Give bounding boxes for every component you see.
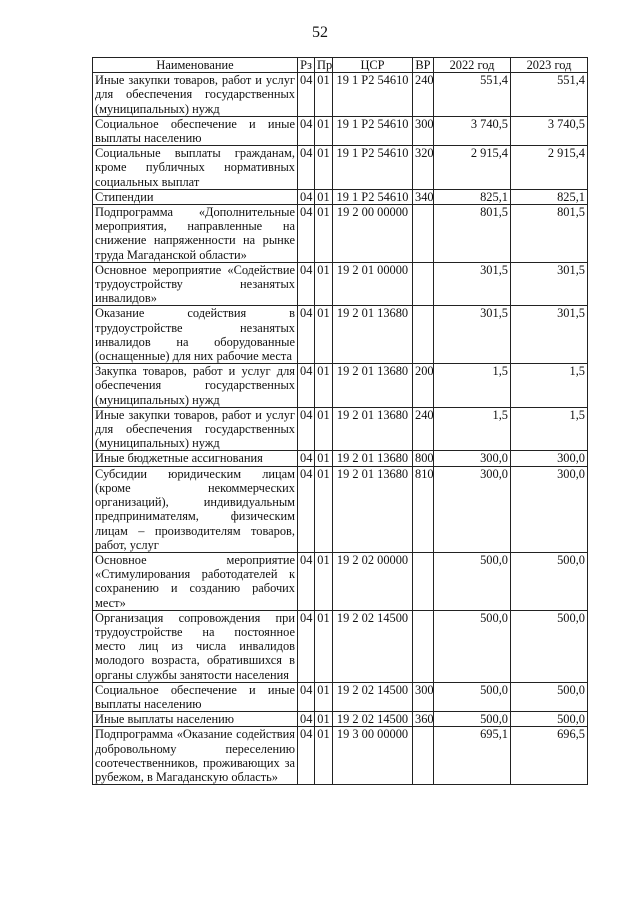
row-2022: 301,5 (434, 306, 511, 364)
row-vr (413, 306, 434, 364)
header-csr: ЦСР (333, 58, 413, 73)
row-csr: 19 2 02 14500 (333, 712, 413, 727)
row-vr: 240 (413, 73, 434, 117)
row-rz: 04 (298, 364, 315, 408)
row-csr: 19 1 P2 54610 (333, 146, 413, 190)
table-row (93, 712, 588, 727)
row-rz: 04 (298, 451, 315, 466)
row-2022: 801,5 (434, 205, 511, 263)
row-rz: 04 (298, 205, 315, 263)
row-name: Организация сопровождения при трудоустройстве на постоянное место лиц из числа инвалидов молодого возраста, обратившихся в органы службы занятости населения (93, 610, 298, 682)
row-2023: 301,5 (511, 306, 588, 364)
row-2022: 500,0 (434, 712, 511, 727)
table-row (93, 189, 588, 204)
row-pr: 01 (315, 451, 333, 466)
table-row (93, 262, 588, 306)
budget-table (92, 57, 588, 785)
row-rz: 04 (298, 407, 315, 451)
row-pr: 01 (315, 116, 333, 145)
row-csr: 19 2 02 14500 (333, 610, 413, 682)
row-vr: 320 (413, 146, 434, 190)
row-2023: 500,0 (511, 712, 588, 727)
row-csr: 19 3 00 00000 (333, 727, 413, 785)
row-vr: 240 (413, 407, 434, 451)
row-pr: 01 (315, 610, 333, 682)
row-2023: 3 740,5 (511, 116, 588, 145)
row-vr: 810 (413, 466, 434, 552)
row-2023: 801,5 (511, 205, 588, 263)
row-name: Основное мероприятие «Содействие трудоустройству незанятых инвалидов» (93, 262, 298, 306)
row-rz: 04 (298, 262, 315, 306)
row-vr (413, 610, 434, 682)
row-rz: 04 (298, 466, 315, 552)
row-2023: 696,5 (511, 727, 588, 785)
row-name: Основное мероприятие «Стимулирования работодателей к сохранению и созданию рабочих мест» (93, 552, 298, 610)
row-name: Подпрограмма «Оказание содействия добровольному переселению соотечественников, проживающих за рубежом, в Магаданскую область» (93, 727, 298, 785)
row-2023: 300,0 (511, 451, 588, 466)
row-2023: 1,5 (511, 407, 588, 451)
table-row (93, 146, 588, 190)
row-vr: 200 (413, 364, 434, 408)
row-vr (413, 262, 434, 306)
row-name: Иные выплаты населению (93, 712, 298, 727)
row-2023: 500,0 (511, 610, 588, 682)
row-vr: 800 (413, 451, 434, 466)
row-2022: 301,5 (434, 262, 511, 306)
row-name: Подпрограмма «Дополнительные мероприятия, направленные на снижение напряженности на рынке труда Магаданской области» (93, 205, 298, 263)
row-vr: 360 (413, 712, 434, 727)
row-rz: 04 (298, 306, 315, 364)
row-name: Оказание содействия в трудоустройстве незанятых инвалидов на оборудованные (оснащенные) для них рабочие места (93, 306, 298, 364)
header-2022: 2022 год (434, 58, 511, 73)
row-2022: 300,0 (434, 466, 511, 552)
row-pr: 01 (315, 466, 333, 552)
row-rz: 04 (298, 146, 315, 190)
row-pr: 01 (315, 262, 333, 306)
row-pr: 01 (315, 552, 333, 610)
row-csr: 19 1 P2 54610 (333, 73, 413, 117)
row-pr: 01 (315, 73, 333, 117)
row-csr: 19 2 01 13680 (333, 451, 413, 466)
table-row (93, 364, 588, 408)
row-name: Иные бюджетные ассигнования (93, 451, 298, 466)
row-pr: 01 (315, 146, 333, 190)
row-rz: 04 (298, 73, 315, 117)
table-row (93, 727, 588, 785)
row-csr: 19 2 01 13680 (333, 364, 413, 408)
row-2022: 1,5 (434, 407, 511, 451)
row-vr: 300 (413, 682, 434, 711)
row-name: Социальное обеспечение и иные выплаты населению (93, 682, 298, 711)
row-name: Закупка товаров, работ и услуг для обеспечения государственных (муниципальных) нужд (93, 364, 298, 408)
row-2023: 825,1 (511, 189, 588, 204)
table-row (93, 306, 588, 364)
row-pr: 01 (315, 727, 333, 785)
row-csr: 19 1 P2 54610 (333, 189, 413, 204)
row-csr: 19 2 01 13680 (333, 407, 413, 451)
row-name: Иные закупки товаров, работ и услуг для обеспечения государственных (муниципальных) нужд (93, 73, 298, 117)
row-2022: 2 915,4 (434, 146, 511, 190)
row-2022: 695,1 (434, 727, 511, 785)
header-name: Наименование (93, 58, 298, 73)
row-csr: 19 2 01 13680 (333, 306, 413, 364)
row-name: Стипендии (93, 189, 298, 204)
row-rz: 04 (298, 727, 315, 785)
row-2022: 1,5 (434, 364, 511, 408)
row-rz: 04 (298, 552, 315, 610)
row-pr: 01 (315, 682, 333, 711)
row-rz: 04 (298, 116, 315, 145)
row-2023: 300,0 (511, 466, 588, 552)
row-pr: 01 (315, 306, 333, 364)
row-csr: 19 2 01 13680 (333, 466, 413, 552)
header-rz: Рз (298, 58, 315, 73)
table-row (93, 466, 588, 552)
row-vr: 340 (413, 189, 434, 204)
row-2023: 500,0 (511, 682, 588, 711)
row-rz: 04 (298, 610, 315, 682)
row-vr (413, 205, 434, 263)
row-vr (413, 727, 434, 785)
row-2023: 500,0 (511, 552, 588, 610)
table-row (93, 552, 588, 610)
row-2022: 500,0 (434, 682, 511, 711)
row-2022: 500,0 (434, 552, 511, 610)
row-rz: 04 (298, 712, 315, 727)
row-2023: 2 915,4 (511, 146, 588, 190)
row-name: Социальные выплаты гражданам, кроме публичных нормативных социальных выплат (93, 146, 298, 190)
row-pr: 01 (315, 712, 333, 727)
row-rz: 04 (298, 189, 315, 204)
row-pr: 01 (315, 364, 333, 408)
table-header-row (93, 58, 588, 73)
row-pr: 01 (315, 407, 333, 451)
table-row (93, 610, 588, 682)
table-row (93, 73, 588, 117)
row-name: Социальное обеспечение и иные выплаты населению (93, 116, 298, 145)
row-2022: 551,4 (434, 73, 511, 117)
row-vr (413, 552, 434, 610)
table-row (93, 116, 588, 145)
row-2022: 500,0 (434, 610, 511, 682)
page-number: 52 (312, 24, 328, 41)
header-vr: ВР (413, 58, 434, 73)
row-csr: 19 2 02 14500 (333, 682, 413, 711)
table-row (93, 407, 588, 451)
row-csr: 19 2 01 00000 (333, 262, 413, 306)
row-2022: 300,0 (434, 451, 511, 466)
row-vr: 300 (413, 116, 434, 145)
row-2022: 825,1 (434, 189, 511, 204)
row-2023: 551,4 (511, 73, 588, 117)
row-csr: 19 1 P2 54610 (333, 116, 413, 145)
header-2023: 2023 год (511, 58, 588, 73)
table-row (93, 451, 588, 466)
table-row (93, 682, 588, 711)
table-row (93, 205, 588, 263)
row-csr: 19 2 00 00000 (333, 205, 413, 263)
row-name: Иные закупки товаров, работ и услуг для обеспечения государственных (муниципальных) нужд (93, 407, 298, 451)
row-csr: 19 2 02 00000 (333, 552, 413, 610)
row-pr: 01 (315, 189, 333, 204)
row-2022: 3 740,5 (434, 116, 511, 145)
row-rz: 04 (298, 682, 315, 711)
row-pr: 01 (315, 205, 333, 263)
row-name: Субсидии юридическим лицам (кроме некоммерческих организаций), индивидуальным предпринимателям, физическим лицам – производителям товаров, работ, услуг (93, 466, 298, 552)
row-2023: 301,5 (511, 262, 588, 306)
row-2023: 1,5 (511, 364, 588, 408)
header-pr: Пр (315, 58, 333, 73)
